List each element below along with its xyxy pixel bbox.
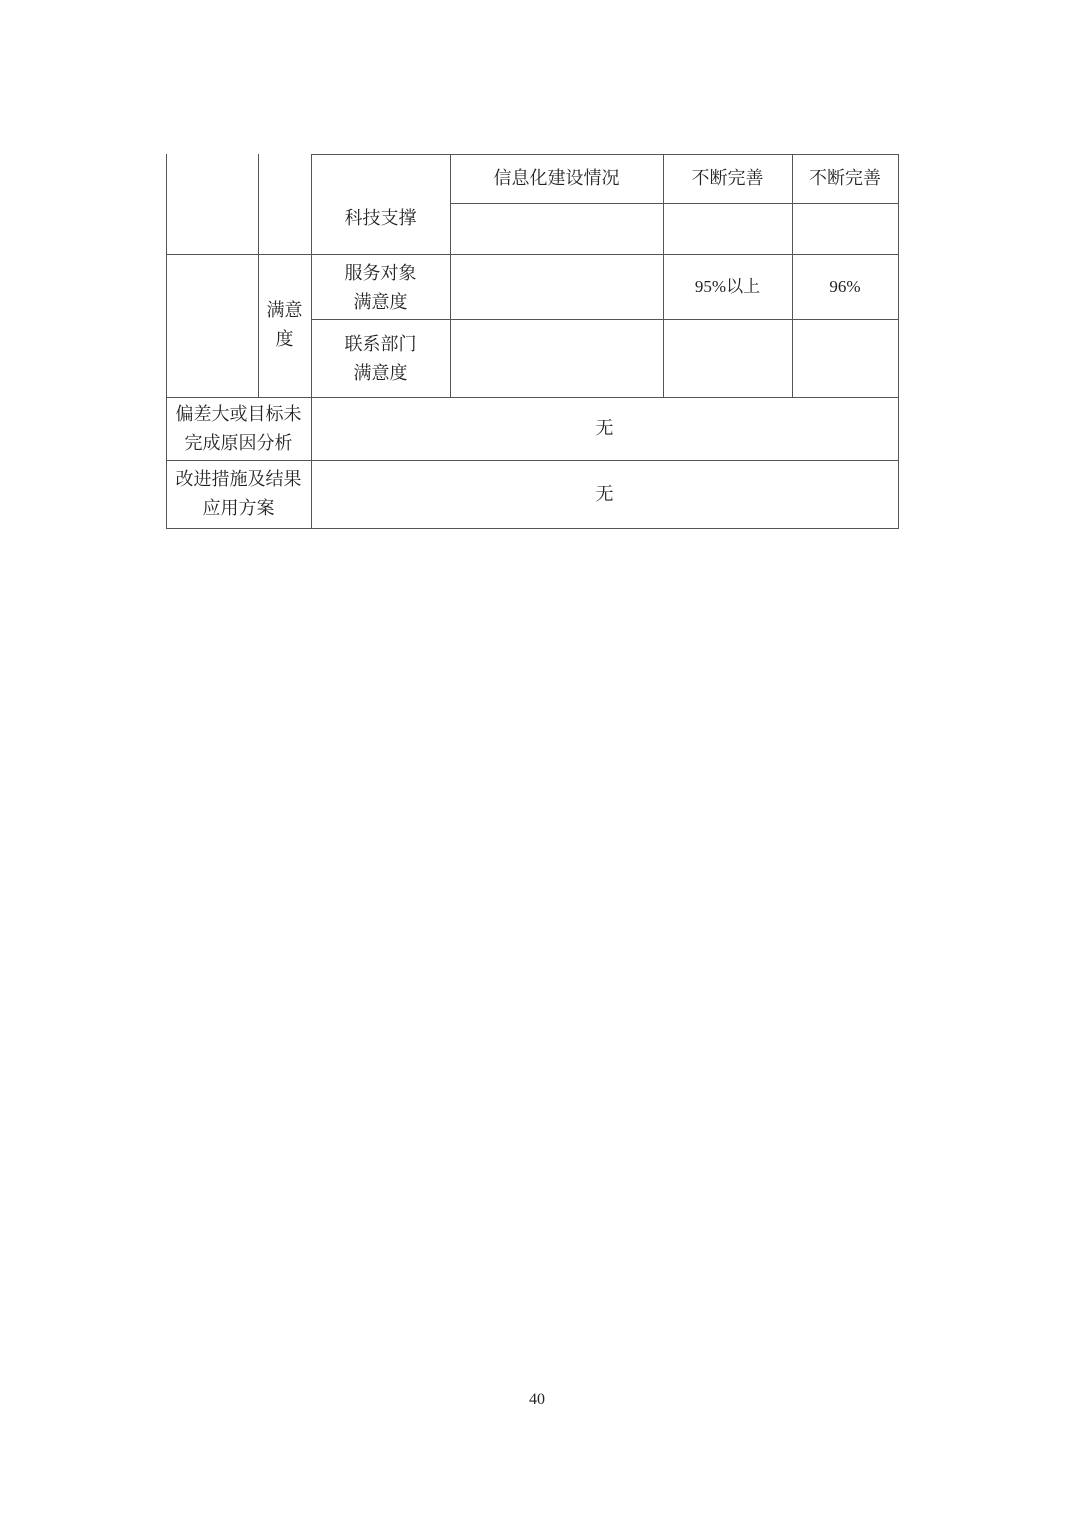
indicator-cell: [450, 154, 663, 203]
actual-value-text: 不断完善: [809, 168, 881, 189]
improvement-label-line2: 应用方案: [202, 498, 275, 519]
table-rule: [166, 528, 899, 529]
improvement-value-text: 无: [595, 483, 614, 505]
page-number: 40: [529, 1391, 545, 1408]
deviation-label-line1: 偏差大或目标未: [175, 403, 302, 425]
service-actual-text: 96%: [829, 277, 861, 296]
improvement-label: [166, 460, 311, 528]
satisfaction-group-line2: 度: [275, 329, 294, 350]
service-actual-cell: [792, 254, 898, 319]
indicator-text: 信息化建设情况: [493, 168, 620, 189]
dept-satisfaction-line2: 满意度: [353, 363, 408, 384]
deviation-label-line2: 完成原因分析: [184, 432, 293, 454]
satisfaction-group-line1: 满意: [266, 300, 303, 321]
service-satisfaction-line2: 满意度: [353, 291, 408, 313]
satisfaction-group-label: [258, 280, 311, 370]
target-value-text: 不断完善: [691, 168, 764, 189]
table-rule: [450, 203, 899, 204]
target-value-cell: [663, 154, 792, 203]
table-rule: [898, 154, 899, 529]
improvement-value: [311, 460, 898, 528]
service-target-cell: [663, 254, 792, 319]
table-rule: [311, 319, 899, 320]
tech-support-label-text: 科技支撑: [344, 207, 417, 229]
deviation-label: [166, 397, 311, 460]
service-satisfaction-label: [311, 256, 450, 319]
service-satisfaction-line1: 服务对象: [344, 262, 417, 284]
dept-satisfaction-line1: 联系部门: [344, 334, 417, 355]
service-target-text: 95%以上: [694, 277, 761, 296]
deviation-value-text: 无: [595, 418, 614, 439]
actual-value-cell: [792, 154, 898, 203]
dept-satisfaction-label: [311, 325, 450, 393]
deviation-value: [311, 397, 898, 460]
improvement-label-line1: 改进措施及结果: [175, 469, 302, 490]
